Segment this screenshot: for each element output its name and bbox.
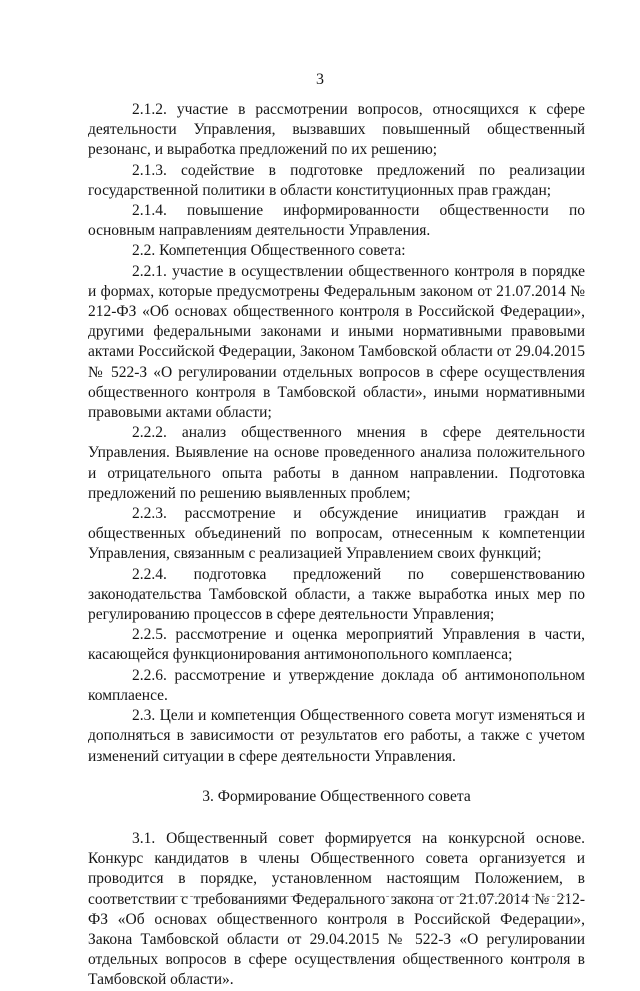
page-number: 3 (316, 71, 324, 88)
paragraph-2-2-4: 2.2.4. подготовка предложений по совершенствованию законодательства Тамбовской области, а также выработка иных мер по регулированию процессов в сфере деятельности Управления; (88, 565, 585, 624)
document-body (88, 100, 585, 991)
paragraph-2-1-3: 2.1.3. содействие в подготовке предложений по реализации государственной политики в области конституционных прав граждан; (88, 161, 585, 199)
paragraph-2-1-4: 2.1.4. повышение информированности общественности по основным направлениям деятельности Управления. (88, 202, 585, 240)
paragraph-2-2-1: 2.2.1. участие в осуществлении общественного контроля в порядке и формах, которые предусмотрены Федеральным законом от 21.07.2014 № 212-ФЗ «Об основах общественного контроля в Российской Федерации», другими федеральными законами и иными нормативными правовыми актами Российской Федерации, Законом Тамбовской области от 29.04.2015 № 522-З «О регулировании отдельных вопросов в сфере осуществления общественного контроля в Тамбовской области», иными нормативными правовыми актами области; (88, 262, 585, 422)
paragraph-3-1: 3.1. Общественный совет формируется на конкурсной основе. Конкурс кандидатов в члены Общественного совета организуется и проводится в порядке, установленном настоящим Положением, в соответствии с требованиями Федерального закона от 21.07.2014 № 212-ФЗ «Об основах общественного контроля в Российской Федерации», Закона Тамбовской области от 29.04.2015 № 522-З «О регулировании отдельных вопросов в сфере осуществления общественного контроля в Тамбовской области». (88, 829, 585, 989)
paragraph-2-2-2: 2.2.2. анализ общественного мнения в сфере деятельности Управления. Выявление на основе проведенного анализа положительного и отрицательного опыта работы в данном направлении. Подготовка предложений по решению выявленных проблем; (88, 424, 585, 502)
paragraph-2-1-2: 2.1.2. участие в рассмотрении вопросов, относящихся к сфере деятельности Управления, вызвавших повышенный общественный резонанс, и выработка предложений по их решению; (88, 101, 585, 159)
paragraph-2-3: 2.3. Цели и компетенция Общественного совета могут изменяться и дополняться в зависимости от результатов его работы, а также с учетом изменений ситуации в сфере деятельности Управления. (88, 707, 585, 765)
paragraph-2-2-5: 2.2.5. рассмотрение и оценка мероприятий Управления в части, касающейся функционирования антимонопольного комплаенса; (88, 626, 585, 664)
paragraph-2-2-3: 2.2.3. рассмотрение и обсуждение инициатив граждан и общественных объединений по вопросам, отнесенным к компетенции Управления, связанным с реализацией Управлением своих функций; (88, 505, 585, 563)
paragraph-2-2-6: 2.2.6. рассмотрение и утверждение доклада об антимонопольном комплаенсе. (88, 666, 585, 704)
footer-rule (160, 896, 570, 897)
paragraph-2-2: 2.2. Компетенция Общественного совета: (132, 242, 406, 260)
section-heading: 3. Формирование Общественного совета (202, 787, 471, 805)
